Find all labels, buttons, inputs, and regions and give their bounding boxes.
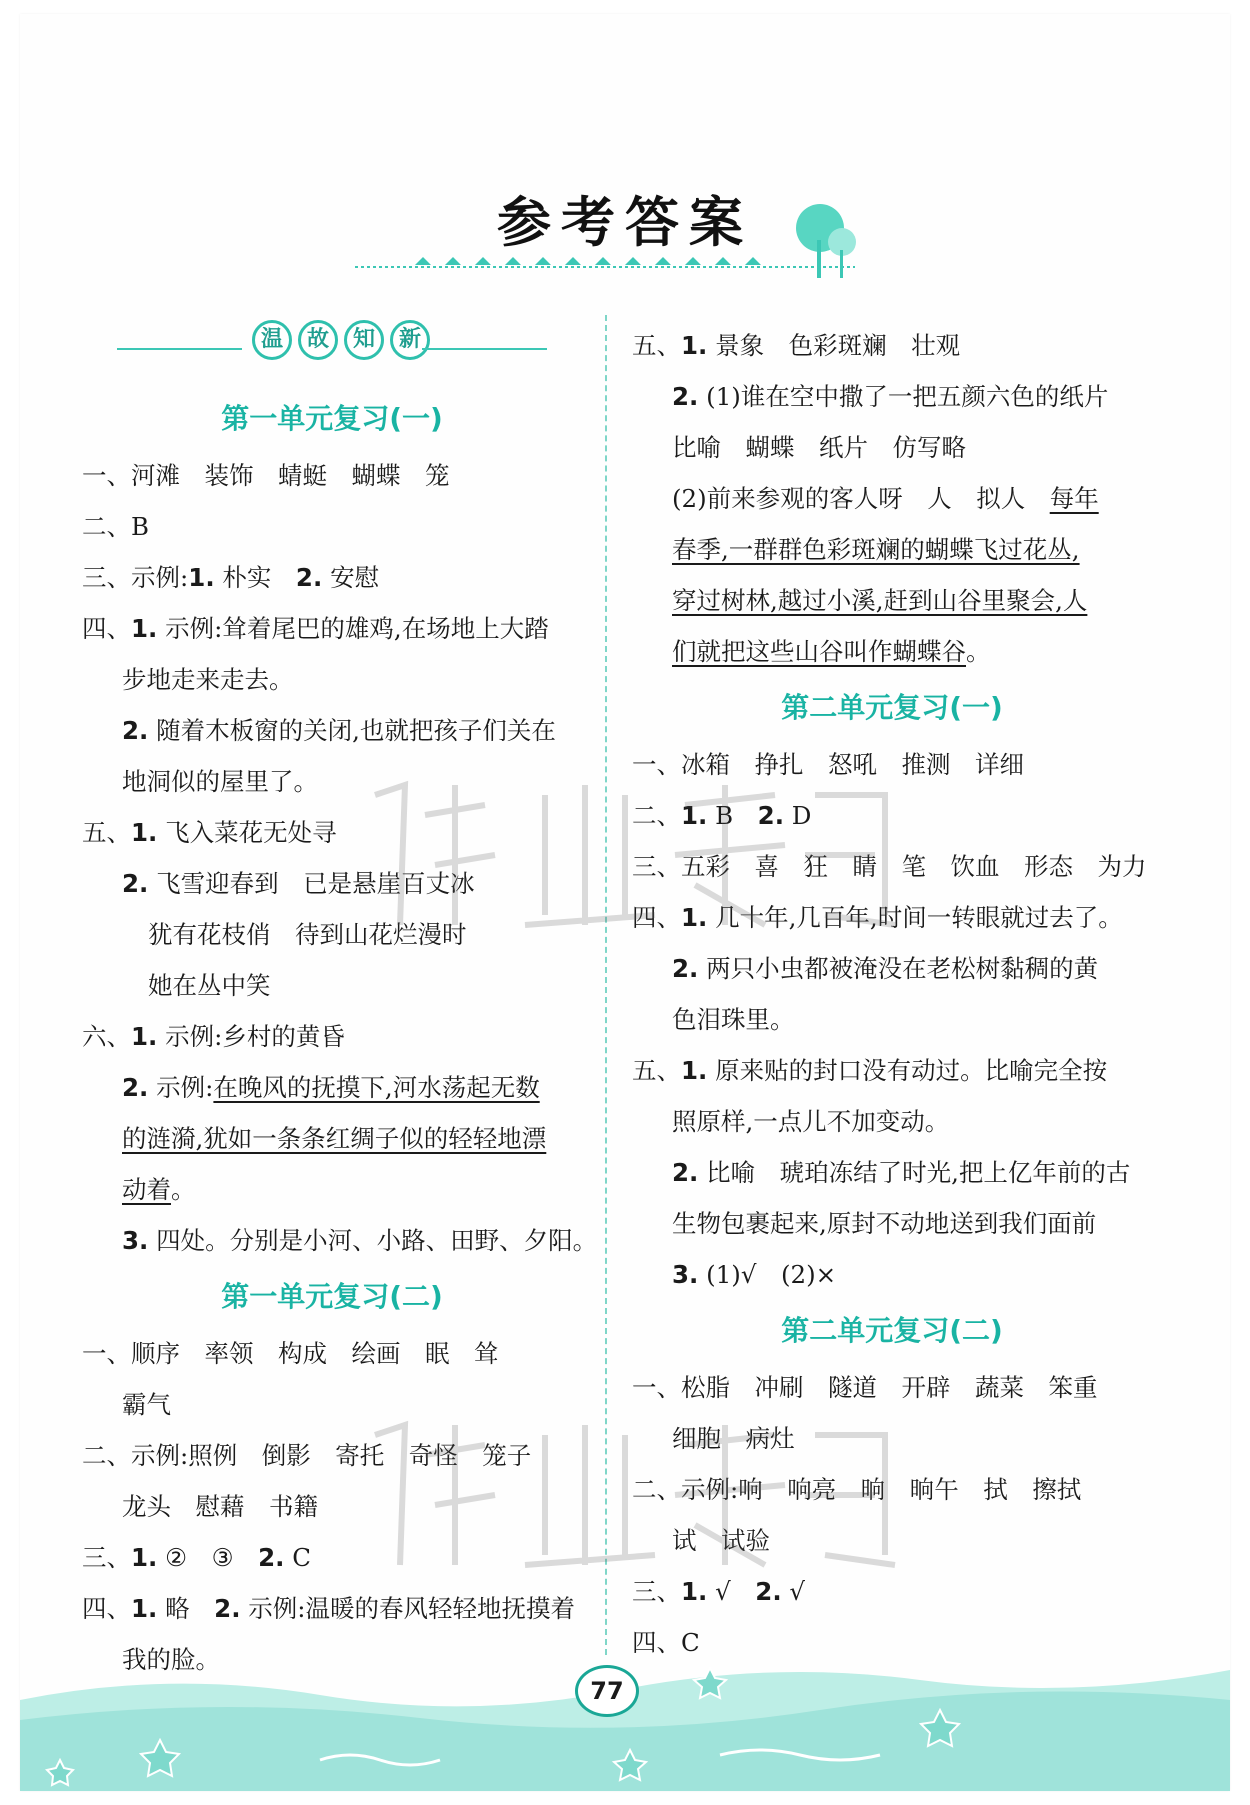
text: B xyxy=(707,801,758,830)
num: 2. xyxy=(757,801,785,830)
num: 2. xyxy=(755,1577,782,1606)
num: 1. xyxy=(681,903,708,932)
answer-line: 比喻 蝴蝶 纸片 仿写略 xyxy=(672,433,966,462)
tree-icon xyxy=(790,200,860,280)
unit1-review2-title: 第一单元复习(二) xyxy=(221,1280,443,1313)
underlined-text: 在晚风的抚摸下,河水荡起无数 xyxy=(213,1073,540,1102)
unit2-review2-title: 第二单元复习(二) xyxy=(781,1314,1003,1347)
text: D xyxy=(784,801,812,830)
answer-line xyxy=(632,320,1152,371)
text: 比喻 琥珀冻结了时光,把上亿年前的古 xyxy=(698,1158,1131,1187)
bottom-wave-decoration xyxy=(20,1640,1230,1791)
num: 2. xyxy=(672,954,699,983)
text: (1)√ (2)× xyxy=(698,1260,837,1289)
underlined-text: 的涟漪,犹如一条条红绸子似的轻轻地漂 xyxy=(122,1124,547,1153)
answer-line xyxy=(632,371,1152,422)
text: 四、 xyxy=(82,614,131,643)
answer-line: 生物包裹起来,原封不动地送到我们面前 xyxy=(672,1209,1097,1238)
text: 。 xyxy=(171,1175,196,1204)
num: 2. xyxy=(122,1073,149,1102)
banner-char: 新 xyxy=(390,320,430,360)
answer-line: 二、B xyxy=(82,512,150,541)
text: 四处。分别是小河、小路、田野、夕阳。 xyxy=(148,1226,598,1255)
answer-line xyxy=(632,473,1152,524)
answer-line: 她在丛中笑 xyxy=(148,971,271,1000)
answer-line xyxy=(82,1113,582,1164)
num: 1. xyxy=(131,614,158,643)
banner-char: 知 xyxy=(344,320,384,360)
num: 1. xyxy=(188,563,215,592)
title-decoration xyxy=(355,245,855,275)
num: 1. xyxy=(681,331,708,360)
answer-line: 二、示例:响 响亮 晌 晌午 拭 擦拭 xyxy=(632,1475,1082,1504)
answer-line: 一、河滩 装饰 蜻蜓 蝴蝶 笼 xyxy=(82,461,450,490)
answer-line: 二、示例:照例 倒影 寄托 奇怪 笼子 xyxy=(82,1441,532,1470)
text: 景象 色彩斑斓 壮观 xyxy=(707,331,961,360)
num: 2. xyxy=(214,1594,241,1623)
text: 二、 xyxy=(632,801,681,830)
num: 2. xyxy=(258,1543,285,1572)
answer-line xyxy=(82,1062,582,1113)
unit1-review1-title: 第一单元复习(一) xyxy=(221,402,443,435)
text: 朴实 xyxy=(214,563,296,592)
watermark-top xyxy=(345,755,905,945)
underlined-text: 穿过树林,越过小溪,赶到山谷里聚会,人 xyxy=(672,586,1088,615)
underlined-text: 们就把这些山谷叫作蝴蝶谷 xyxy=(672,637,966,666)
page-number: 77 xyxy=(575,1665,639,1717)
text: 示例:耸着尾巴的雄鸡,在场地上大踏 xyxy=(157,614,549,643)
answer-line xyxy=(632,626,1152,677)
watermark-bottom xyxy=(345,1395,905,1585)
text: ② ③ xyxy=(157,1543,259,1572)
answer-line: 色泪珠里。 xyxy=(672,1005,795,1034)
section-banner xyxy=(82,320,582,388)
page-title: 参考答案 xyxy=(497,191,753,254)
text: 飞雪迎春到 已是悬崖百丈冰 xyxy=(148,869,475,898)
text: 示例:乡村的黄昏 xyxy=(157,1022,345,1051)
answer-line: 一、顺序 率领 构成 绘画 眠 耸 xyxy=(82,1339,499,1368)
banner-char: 故 xyxy=(298,320,338,360)
answer-line: 三、五彩 喜 狂 睛 笔 饮血 形态 为力 xyxy=(632,852,1147,881)
answer-line xyxy=(632,524,1152,575)
text: C xyxy=(284,1543,311,1572)
answer-line xyxy=(82,552,582,603)
text: 。 xyxy=(966,637,991,666)
num: 3. xyxy=(672,1260,699,1289)
text: (1)谁在空中撒了一把五颜六色的纸片 xyxy=(698,382,1109,411)
num: 2. xyxy=(672,382,699,411)
answer-line xyxy=(632,575,1152,626)
num: 2. xyxy=(122,869,149,898)
num: 1. xyxy=(681,801,708,830)
text: 两只小虫都被淹没在老松树黏稠的黄 xyxy=(698,954,1099,983)
text: 三、 xyxy=(632,1577,681,1606)
num: 1. xyxy=(131,1594,158,1623)
answer-line: 四、C xyxy=(632,1628,700,1657)
answer-line xyxy=(632,1147,1152,1198)
text: 五、 xyxy=(632,1056,681,1085)
num: 1. xyxy=(681,1056,708,1085)
answer-line: 细胞 病灶 xyxy=(672,1424,795,1453)
text: 几十年,几百年,时间一转眼就过去了。 xyxy=(707,903,1123,932)
text: 五、 xyxy=(82,818,131,847)
banner-line-left xyxy=(117,348,242,350)
num: 1. xyxy=(681,1577,708,1606)
banner-chars xyxy=(252,320,430,360)
answer-line xyxy=(632,1249,1152,1300)
banner-line-right xyxy=(422,348,547,350)
num: 1. xyxy=(131,1022,158,1051)
text: (2)前来参观的客人呀 人 拟人 xyxy=(672,484,1050,513)
text: 四、 xyxy=(632,903,681,932)
num: 1. xyxy=(131,1543,158,1572)
text: 四、 xyxy=(82,1594,131,1623)
answer-line xyxy=(82,603,582,654)
text: 示例:温暖的春风轻轻地抚摸着 xyxy=(240,1594,576,1623)
underlined-text: 春季,一群群色彩斑斓的蝴蝶飞过花丛, xyxy=(672,535,1080,564)
text: 五、 xyxy=(632,331,681,360)
answer-line: 试 试验 xyxy=(672,1526,770,1555)
answer-line: 一、冰箱 挣扎 怒吼 推测 详细 xyxy=(632,750,1024,779)
text: √ xyxy=(707,1577,756,1606)
text: 三、示例: xyxy=(82,563,189,592)
answer-line xyxy=(82,1215,598,1266)
text: 安慰 xyxy=(322,563,380,592)
text: 随着木板窗的关闭,也就把孩子们关在 xyxy=(148,716,556,745)
answer-line xyxy=(82,705,582,756)
answer-line xyxy=(82,1011,582,1062)
answer-line: 犹有花枝俏 待到山花烂漫时 xyxy=(148,920,467,949)
answer-line: 霸气 xyxy=(122,1390,171,1419)
answer-line xyxy=(632,1045,1152,1096)
num: 2. xyxy=(295,563,323,592)
unit2-review1-title: 第二单元复习(一) xyxy=(781,691,1003,724)
num: 2. xyxy=(672,1158,699,1187)
answer-line: 地洞似的屋里了。 xyxy=(122,767,318,796)
banner-char: 温 xyxy=(252,320,292,360)
answer-line: 照原样,一点儿不加变动。 xyxy=(672,1107,950,1136)
text: 飞入菜花无处寻 xyxy=(157,818,337,847)
answer-line: 龙头 慰藉 书籍 xyxy=(122,1492,318,1521)
answer-line: 我的脸。 xyxy=(122,1645,220,1674)
text: 六、 xyxy=(82,1022,131,1051)
num: 1. xyxy=(131,818,158,847)
answer-line xyxy=(632,943,1152,994)
answer-line xyxy=(82,1164,582,1215)
text: √ xyxy=(781,1577,806,1606)
answer-line: 一、松脂 冲刷 隧道 开辟 蔬菜 笨重 xyxy=(632,1373,1098,1402)
answer-line xyxy=(82,1583,582,1634)
answer-line: 步地走来走去。 xyxy=(122,665,294,694)
num: 3. xyxy=(122,1226,149,1255)
text: 示例: xyxy=(148,1073,214,1102)
text: 原来贴的封口没有动过。比喻完全按 xyxy=(707,1056,1108,1085)
text: 略 xyxy=(157,1594,215,1623)
text: 三、 xyxy=(82,1543,131,1572)
num: 2. xyxy=(122,716,149,745)
underlined-text: 每年 xyxy=(1049,484,1099,513)
underlined-text: 动着 xyxy=(122,1175,171,1204)
